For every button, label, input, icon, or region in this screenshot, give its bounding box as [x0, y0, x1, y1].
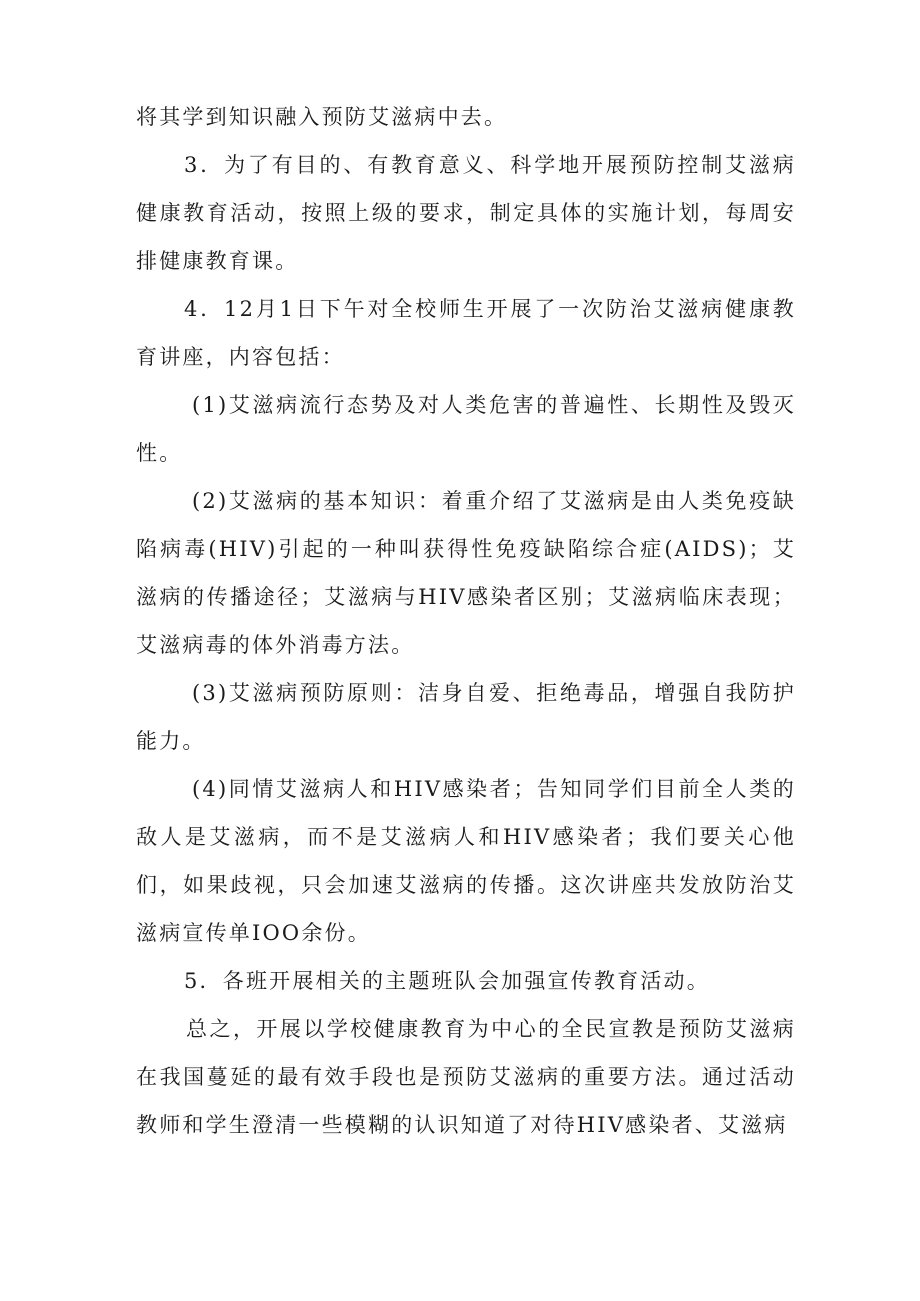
document-body	[136, 93, 796, 1149]
paragraph-item-3: 3．为了有目的、有教育意义、科学地开展预防控制艾滋病健康教育活动，按照上级的要求，制定具体的实施计划，每周安排健康教育课。	[136, 153, 796, 273]
paragraph-subitem-4: (4)同情艾滋病人和HIV感染者；告知同学们目前全人类的敌人是艾滋病，而不是艾滋病人和HIV感染者；我们要关心他们，如果歧视，只会加速艾滋病的传播。这次讲座共发放防治艾滋病宣传单IOO余份。	[136, 777, 796, 945]
paragraph-subitem-1: (1)艾滋病流行态势及对人类危害的普遍性、长期性及毁灭性。	[136, 393, 796, 465]
paragraph-item-4: 4．12月1日下午对全校师生开展了一次防治艾滋病健康教育讲座，内容包括：	[136, 297, 796, 369]
paragraph-subitem-2: (2)艾滋病的基本知识：着重介绍了艾滋病是由人类免疫缺陷病毒(HIV)引起的一种叫获得性免疫缺陷综合症(AIDS)；艾滋病的传播途径；艾滋病与HIV感染者区别；艾滋病临床表现；艾滋病毒的体外消毒方法。	[136, 489, 796, 657]
paragraph-item-5: 5．各班开展相关的主题班队会加强宣传教育活动。	[184, 969, 710, 993]
paragraph-subitem-3: (3)艾滋病预防原则：洁身自爱、拒绝毒品，增强自我防护能力。	[136, 681, 796, 753]
paragraph-continuation: 将其学到知识融入预防艾滋病中去。	[136, 105, 508, 129]
paragraph-summary: 总之，开展以学校健康教育为中心的全民宣教是预防艾滋病在我国蔓延的最有效手段也是预防艾滋病的重要方法。通过活动教师和学生澄清一些模糊的认识知道了对待HIV感染者、艾滋病	[136, 1017, 796, 1137]
